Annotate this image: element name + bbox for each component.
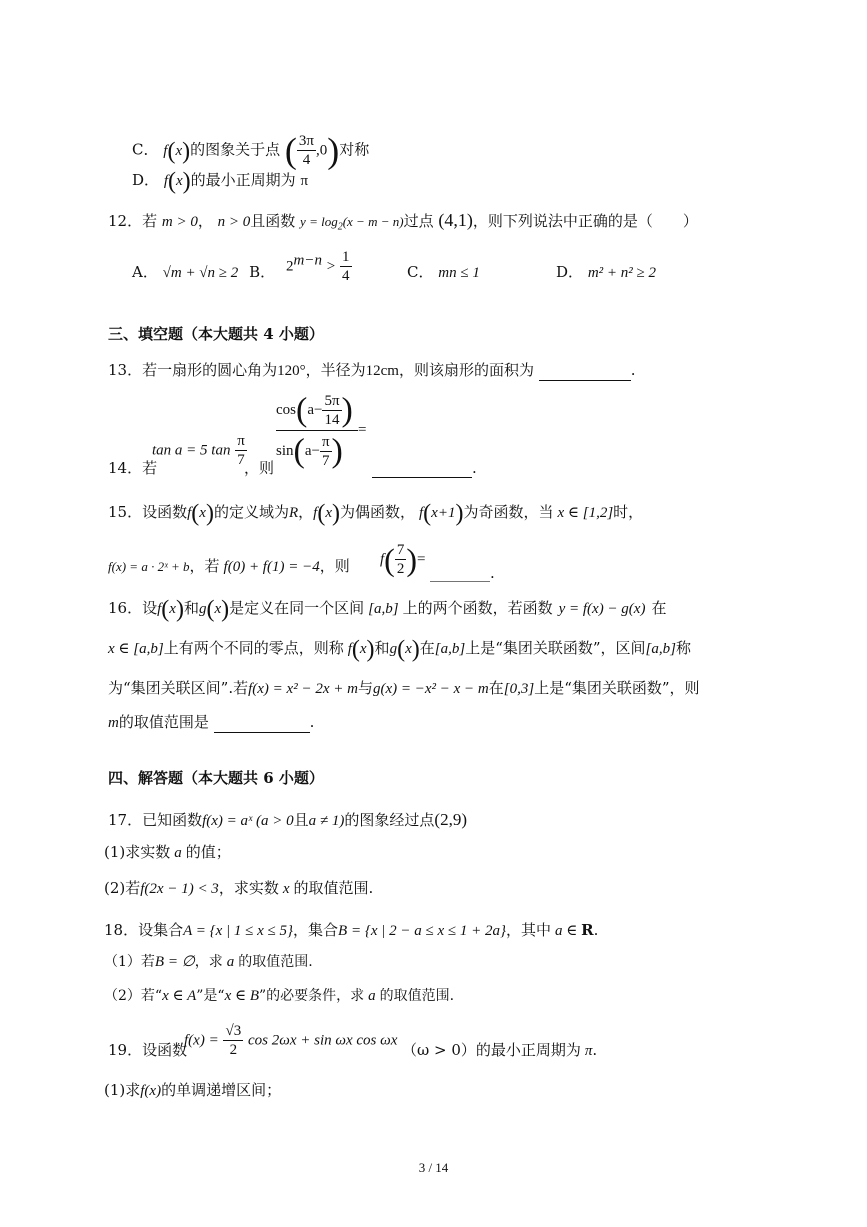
option-11d: D． f(x)的最小正周期为 π bbox=[132, 168, 309, 195]
question-16-line4: m的取值范围是 . bbox=[108, 713, 315, 731]
question-18: 18．设集合A = {x | 1 ≤ x ≤ 5}，集合B = {x | 2 − a ≤ x ≤ 1 + 2a}，其中 a ∈ R. bbox=[104, 921, 599, 939]
question-17: 17．已知函数f(x) = aˣ (a > 0且a ≠ 1)的图象经过点(2,9) bbox=[108, 810, 467, 829]
option-12d: D． m² + n² ≥ 2 bbox=[556, 263, 656, 281]
question-17-part1: (1)求实数 a 的值； bbox=[104, 843, 231, 861]
question-18-part1: （1）若B = ∅，求 a 的取值范围. bbox=[104, 954, 313, 970]
question-14-num: 14．若 bbox=[108, 459, 158, 477]
fraction: $\frac{3\pi}{4}$ bbox=[298, 133, 314, 168]
question-14-cond: tan a = 5 tan $\frac{\pi}{7}$ bbox=[152, 433, 245, 468]
section-heading-4: 四、解答题（本大题共 6 小题） bbox=[108, 769, 324, 787]
option-11c: C． f(x)的图象关于点 ( $\frac{3\pi}{4}$ ,0)对称 bbox=[132, 130, 370, 171]
question-19: 19．设函数 bbox=[108, 1041, 188, 1059]
question-14-blank: . bbox=[372, 458, 477, 478]
section-heading-3: 三、填空题（本大题共 4 小题） bbox=[108, 325, 324, 343]
option-12b-expr: $2^{m-n}$ > $\frac{1}{4}$ bbox=[286, 249, 350, 284]
question-16-line1: 16．设f(x)和g(x)是定义在同一个区间 [a,b] 上的两个函数，若函数 y = f(x) − g(x) 在 bbox=[108, 596, 667, 623]
question-19-cond: （ω > 0）的最小正周期为 π. bbox=[402, 1041, 598, 1059]
question-17-part2: (2)若f(2x − 1) < 3，求实数 x 的取值范围. bbox=[104, 879, 374, 897]
question-14-text: ，则 bbox=[244, 459, 275, 477]
answer-blank[interactable] bbox=[214, 732, 310, 733]
question-18-part2: （2）若“x ∈ A”是“x ∈ B”的必要条件，求 a 的取值范围. bbox=[104, 988, 455, 1004]
question-15-line1: 15．设函数f(x)的定义域为R，f(x)为偶函数， f(x+1)为奇函数，当 x ∈ [1,2]时， bbox=[108, 500, 644, 527]
question-19-part1: (1)求f(x)的单调递增区间； bbox=[104, 1081, 282, 1099]
question-15-expr: f( $\frac{7}{2}$ )= bbox=[380, 541, 426, 578]
question-13: 13．若一扇形的圆心角为120°，半径为12cm，则该扇形的面积为 . bbox=[108, 361, 636, 379]
math-f: f(x) bbox=[163, 138, 191, 165]
question-16-line3: 为“集团关联区间”.若f(x) = x² − 2x + m与g(x) = −x² − x − m在[0,3]上是“集团关联函数”，则 bbox=[108, 679, 700, 697]
question-12-options: A． √m + √n ≥ 2 B． bbox=[132, 263, 276, 281]
question-15-line2: f(x) = a · 2ˣ + b，若 f(0) + f(1) = −4，则 bbox=[108, 557, 350, 575]
page-number: 3 / 14 bbox=[418, 1160, 449, 1175]
question-16-line2: x ∈ [a,b]上有两个不同的零点，则称 f(x)和g(x)在[a,b]上是“集团关联函数”，区间[a,b]称 bbox=[108, 636, 691, 663]
answer-blank[interactable] bbox=[539, 380, 631, 381]
question-14-fraction: cos(a− $\frac{5\pi}{14}$ ) sin(a− $\frac{\pi}{7}$ ) bbox=[276, 392, 358, 469]
question-19-func: f(x) = $\frac{√3}{2}$ cos 2ωx + sin ωx cos ωx bbox=[184, 1023, 398, 1058]
option-12c: C． mn ≤ 1 bbox=[407, 263, 480, 281]
question-15-blank[interactable]: ________. bbox=[430, 564, 495, 582]
question-12: 12．若 m > 0， n > 0且函数 $y = \log_2(x - m - n)$过点 (4,1)，则下列说法中正确的是（ ） bbox=[108, 210, 698, 233]
